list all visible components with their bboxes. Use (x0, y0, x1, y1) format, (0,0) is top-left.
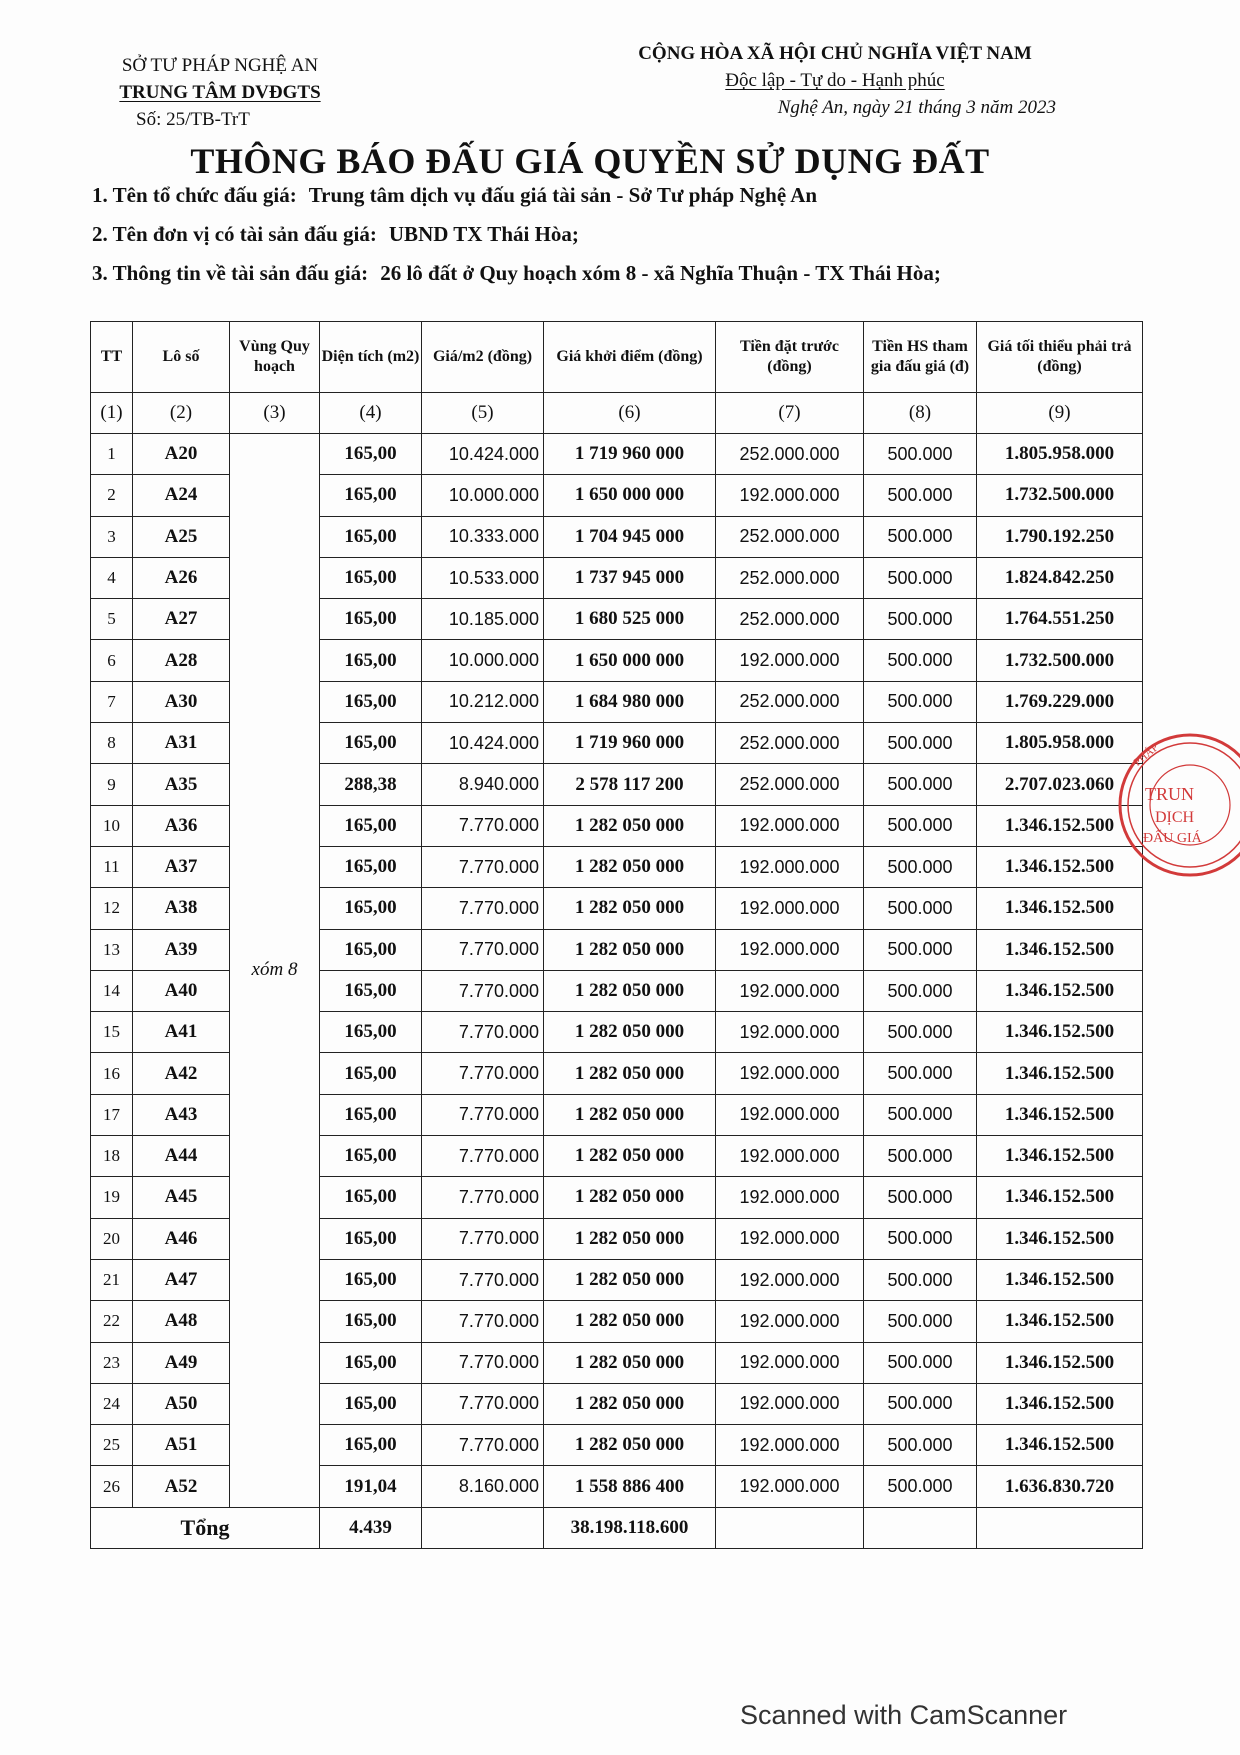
document-date: Nghệ An, ngày 21 tháng 3 năm 2023 (777, 97, 1056, 118)
application-fee-cell: 500.000 (864, 599, 977, 640)
row-number-cell: 20 (91, 1218, 133, 1259)
table-header-row (91, 322, 1143, 393)
start-price-cell: 1 282 050 000 (544, 1218, 716, 1259)
application-fee-cell: 500.000 (864, 1053, 977, 1094)
deposit-cell: 192.000.000 (716, 1094, 864, 1135)
min-price-cell: 1.346.152.500 (977, 1053, 1143, 1094)
deposit-cell: 192.000.000 (716, 1259, 864, 1300)
start-price-cell: 1 719 960 000 (544, 723, 716, 764)
row-number-cell: 3 (91, 516, 133, 557)
application-fee-cell: 500.000 (864, 640, 977, 681)
price-per-m2-cell: 7.770.000 (422, 1136, 544, 1177)
min-price-cell: 1.346.152.500 (977, 1383, 1143, 1424)
application-fee-cell: 500.000 (864, 681, 977, 722)
area-cell: 165,00 (320, 475, 422, 516)
deposit-cell: 252.000.000 (716, 557, 864, 598)
lot-number-cell: A52 (133, 1466, 230, 1507)
deposit-cell: 192.000.000 (716, 1136, 864, 1177)
area-cell: 165,00 (320, 805, 422, 846)
header-tt: TT (91, 322, 133, 393)
info-line-owner (92, 222, 579, 247)
info-value: UBND TX Thái Hòa; (388, 222, 579, 246)
min-price-cell: 1.769.229.000 (977, 681, 1143, 722)
price-per-m2-cell: 7.770.000 (422, 1259, 544, 1300)
row-number-cell: 18 (91, 1136, 133, 1177)
min-price-cell: 1.346.152.500 (977, 1136, 1143, 1177)
min-price-cell: 1.346.152.500 (977, 1425, 1143, 1466)
header-min-price: Giá tối thiểu phải trả (đồng) (977, 322, 1143, 393)
lot-number-cell: A30 (133, 681, 230, 722)
svg-text:ĐẤU GIÁ: ĐẤU GIÁ (1143, 831, 1202, 846)
deposit-cell: 192.000.000 (716, 1218, 864, 1259)
price-per-m2-cell: 8.160.000 (422, 1466, 544, 1507)
application-fee-cell: 500.000 (864, 516, 977, 557)
auction-lots-table (90, 321, 1143, 1549)
deposit-cell: 192.000.000 (716, 929, 864, 970)
col-number: (7) (716, 393, 864, 434)
deposit-cell: 192.000.000 (716, 1342, 864, 1383)
zone-cell: xóm 8 (230, 434, 320, 1508)
deposit-cell: 192.000.000 (716, 1383, 864, 1424)
document-title: THÔNG BÁO ĐẤU GIÁ QUYỀN SỬ DỤNG ĐẤT (190, 141, 990, 181)
min-price-cell: 1.805.958.000 (977, 434, 1143, 475)
min-price-cell: 1.732.500.000 (977, 640, 1143, 681)
price-per-m2-cell: 8.940.000 (422, 764, 544, 805)
min-price-cell: 1.790.192.250 (977, 516, 1143, 557)
min-price-cell: 1.636.830.720 (977, 1466, 1143, 1507)
application-fee-cell: 500.000 (864, 1466, 977, 1507)
scanner-watermark: Scanned with CamScanner (740, 1700, 1068, 1730)
total-area-cell: 4.439 (320, 1507, 422, 1548)
total-start-price-cell: 38.198.118.600 (544, 1507, 716, 1548)
issuer-header (90, 52, 350, 133)
header-lot: Lô số (133, 322, 230, 393)
area-cell: 165,00 (320, 888, 422, 929)
lot-number-cell: A42 (133, 1053, 230, 1094)
price-per-m2-cell: 10.212.000 (422, 681, 544, 722)
min-price-cell: 1.346.152.500 (977, 1218, 1143, 1259)
deposit-cell: 192.000.000 (716, 805, 864, 846)
area-cell: 165,00 (320, 1383, 422, 1424)
deposit-cell: 252.000.000 (716, 434, 864, 475)
min-price-cell: 1.346.152.500 (977, 1012, 1143, 1053)
info-value: Trung tâm dịch vụ đấu giá tài sản - Sở Tư pháp Nghệ An (308, 183, 818, 207)
start-price-cell: 1 282 050 000 (544, 1342, 716, 1383)
application-fee-cell: 500.000 (864, 929, 977, 970)
start-price-cell: 1 282 050 000 (544, 1053, 716, 1094)
area-cell: 165,00 (320, 1053, 422, 1094)
lot-number-cell: A25 (133, 516, 230, 557)
area-cell: 165,00 (320, 1136, 422, 1177)
start-price-cell: 1 282 050 000 (544, 1383, 716, 1424)
total-label-cell: Tổng (91, 1507, 320, 1548)
price-per-m2-cell: 10.000.000 (422, 640, 544, 681)
col-number: (9) (977, 393, 1143, 434)
info-value: 26 lô đất ở Quy hoạch xóm 8 - xã Nghĩa Thuận - TX Thái Hòa; (380, 261, 941, 285)
table-row (91, 434, 1143, 475)
application-fee-cell: 500.000 (864, 723, 977, 764)
application-fee-cell: 500.000 (864, 846, 977, 887)
col-number: (3) (230, 393, 320, 434)
row-number-cell: 11 (91, 846, 133, 887)
area-cell: 165,00 (320, 1218, 422, 1259)
min-price-cell: 1.346.152.500 (977, 1094, 1143, 1135)
lot-number-cell: A41 (133, 1012, 230, 1053)
lot-number-cell: A27 (133, 599, 230, 640)
deposit-cell: 192.000.000 (716, 1053, 864, 1094)
price-per-m2-cell: 7.770.000 (422, 1301, 544, 1342)
start-price-cell: 1 282 050 000 (544, 970, 716, 1011)
start-price-cell: 1 282 050 000 (544, 1012, 716, 1053)
header-price-per-m2: Giá/m2 (đồng) (422, 322, 544, 393)
lot-number-cell: A48 (133, 1301, 230, 1342)
start-price-cell: 1 282 050 000 (544, 1094, 716, 1135)
deposit-cell: 252.000.000 (716, 764, 864, 805)
area-cell: 165,00 (320, 723, 422, 764)
header-start-price: Giá khởi điểm (đồng) (544, 322, 716, 393)
deposit-cell: 252.000.000 (716, 681, 864, 722)
deposit-cell: 192.000.000 (716, 1012, 864, 1053)
header-deposit: Tiền đặt trước (đồng) (716, 322, 864, 393)
svg-text:DỊCH: DỊCH (1155, 809, 1195, 826)
lot-number-cell: A39 (133, 929, 230, 970)
price-per-m2-cell: 7.770.000 (422, 1094, 544, 1135)
min-price-cell: 1.824.842.250 (977, 557, 1143, 598)
issuer-department: SỞ TƯ PHÁP NGHỆ AN (121, 55, 319, 76)
deposit-cell: 192.000.000 (716, 970, 864, 1011)
row-number-cell: 13 (91, 929, 133, 970)
lot-number-cell: A40 (133, 970, 230, 1011)
row-number-cell: 15 (91, 1012, 133, 1053)
national-title: CỘNG HÒA XÃ HỘI CHỦ NGHĨA VIỆT NAM (638, 43, 1032, 64)
total-empty-cell (422, 1507, 544, 1548)
price-per-m2-cell: 7.770.000 (422, 970, 544, 1011)
application-fee-cell: 500.000 (864, 1177, 977, 1218)
lot-number-cell: A28 (133, 640, 230, 681)
min-price-cell: 1.346.152.500 (977, 970, 1143, 1011)
price-per-m2-cell: 7.770.000 (422, 1053, 544, 1094)
row-number-cell: 8 (91, 723, 133, 764)
area-cell: 165,00 (320, 1425, 422, 1466)
price-per-m2-cell: 7.770.000 (422, 1342, 544, 1383)
min-price-cell: 1.732.500.000 (977, 475, 1143, 516)
area-cell: 165,00 (320, 1012, 422, 1053)
application-fee-cell: 500.000 (864, 1094, 977, 1135)
min-price-cell: 1.346.152.500 (977, 1259, 1143, 1300)
lot-number-cell: A31 (133, 723, 230, 764)
row-number-cell: 26 (91, 1466, 133, 1507)
start-price-cell: 1 650 000 000 (544, 640, 716, 681)
lot-number-cell: A36 (133, 805, 230, 846)
price-per-m2-cell: 10.185.000 (422, 599, 544, 640)
area-cell: 165,00 (320, 1342, 422, 1383)
price-per-m2-cell: 10.533.000 (422, 557, 544, 598)
total-empty-cell (977, 1507, 1143, 1548)
header-area: Diện tích (m2) (320, 322, 422, 393)
deposit-cell: 192.000.000 (716, 846, 864, 887)
info-line-organizer (92, 183, 817, 208)
col-number: (6) (544, 393, 716, 434)
row-number-cell: 24 (91, 1383, 133, 1424)
col-number: (4) (320, 393, 422, 434)
start-price-cell: 1 282 050 000 (544, 846, 716, 887)
start-price-cell: 1 282 050 000 (544, 1425, 716, 1466)
application-fee-cell: 500.000 (864, 888, 977, 929)
application-fee-cell: 500.000 (864, 434, 977, 475)
deposit-cell: 192.000.000 (716, 1466, 864, 1507)
price-per-m2-cell: 7.770.000 (422, 805, 544, 846)
info-label: 1. Tên tổ chức đấu giá: (92, 183, 297, 207)
min-price-cell: 1.346.152.500 (977, 888, 1143, 929)
start-price-cell: 1 650 000 000 (544, 475, 716, 516)
national-header (590, 40, 1080, 121)
min-price-cell: 1.346.152.500 (977, 805, 1143, 846)
min-price-cell: 1.346.152.500 (977, 1301, 1143, 1342)
application-fee-cell: 500.000 (864, 1259, 977, 1300)
price-per-m2-cell: 7.770.000 (422, 1425, 544, 1466)
issuer-center: TRUNG TÂM DVĐGTS (119, 82, 321, 103)
lot-number-cell: A38 (133, 888, 230, 929)
area-cell: 165,00 (320, 557, 422, 598)
row-number-cell: 21 (91, 1259, 133, 1300)
lot-number-cell: A46 (133, 1218, 230, 1259)
row-number-cell: 12 (91, 888, 133, 929)
min-price-cell: 1.764.551.250 (977, 599, 1143, 640)
lot-number-cell: A24 (133, 475, 230, 516)
total-empty-cell (716, 1507, 864, 1548)
row-number-cell: 6 (91, 640, 133, 681)
info-label: 3. Thông tin về tài sản đấu giá: (92, 261, 369, 285)
application-fee-cell: 500.000 (864, 1342, 977, 1383)
area-cell: 165,00 (320, 640, 422, 681)
price-per-m2-cell: 7.770.000 (422, 929, 544, 970)
application-fee-cell: 500.000 (864, 1012, 977, 1053)
column-number-row (91, 393, 1143, 434)
deposit-cell: 192.000.000 (716, 475, 864, 516)
start-price-cell: 1 282 050 000 (544, 1136, 716, 1177)
row-number-cell: 14 (91, 970, 133, 1011)
start-price-cell: 1 282 050 000 (544, 805, 716, 846)
start-price-cell: 1 704 945 000 (544, 516, 716, 557)
row-number-cell: 4 (91, 557, 133, 598)
application-fee-cell: 500.000 (864, 970, 977, 1011)
area-cell: 165,00 (320, 599, 422, 640)
row-number-cell: 17 (91, 1094, 133, 1135)
header-application-fee: Tiền HS tham gia đấu giá (đ) (864, 322, 977, 393)
svg-text:PHÁP: PHÁP (1131, 741, 1161, 769)
min-price-cell: 1.346.152.500 (977, 1177, 1143, 1218)
row-number-cell: 10 (91, 805, 133, 846)
start-price-cell: 1 282 050 000 (544, 929, 716, 970)
deposit-cell: 252.000.000 (716, 723, 864, 764)
area-cell: 288,38 (320, 764, 422, 805)
area-cell: 165,00 (320, 846, 422, 887)
svg-text:TRUN: TRUN (1145, 784, 1194, 804)
price-per-m2-cell: 7.770.000 (422, 888, 544, 929)
start-price-cell: 1 680 525 000 (544, 599, 716, 640)
price-per-m2-cell: 7.770.000 (422, 1383, 544, 1424)
application-fee-cell: 500.000 (864, 1218, 977, 1259)
lot-number-cell: A50 (133, 1383, 230, 1424)
lot-number-cell: A43 (133, 1094, 230, 1135)
price-per-m2-cell: 10.424.000 (422, 723, 544, 764)
row-number-cell: 1 (91, 434, 133, 475)
area-cell: 165,00 (320, 970, 422, 1011)
application-fee-cell: 500.000 (864, 1301, 977, 1342)
area-cell: 165,00 (320, 516, 422, 557)
application-fee-cell: 500.000 (864, 1136, 977, 1177)
min-price-cell: 1.346.152.500 (977, 846, 1143, 887)
application-fee-cell: 500.000 (864, 805, 977, 846)
lot-number-cell: A35 (133, 764, 230, 805)
lot-number-cell: A51 (133, 1425, 230, 1466)
area-cell: 165,00 (320, 1259, 422, 1300)
area-cell: 165,00 (320, 929, 422, 970)
row-number-cell: 25 (91, 1425, 133, 1466)
row-number-cell: 9 (91, 764, 133, 805)
col-number: (1) (91, 393, 133, 434)
price-per-m2-cell: 7.770.000 (422, 1218, 544, 1259)
start-price-cell: 1 282 050 000 (544, 1259, 716, 1300)
info-label: 2. Tên đơn vị có tài sản đấu giá: (92, 222, 377, 246)
area-cell: 165,00 (320, 434, 422, 475)
col-number: (2) (133, 393, 230, 434)
table-body (91, 434, 1143, 1549)
start-price-cell: 1 684 980 000 (544, 681, 716, 722)
price-per-m2-cell: 10.424.000 (422, 434, 544, 475)
lot-number-cell: A26 (133, 557, 230, 598)
info-line-asset (92, 261, 941, 286)
min-price-cell: 1.346.152.500 (977, 1342, 1143, 1383)
deposit-cell: 192.000.000 (716, 1425, 864, 1466)
price-per-m2-cell: 7.770.000 (422, 846, 544, 887)
area-cell: 165,00 (320, 1094, 422, 1135)
price-per-m2-cell: 10.333.000 (422, 516, 544, 557)
area-cell: 165,00 (320, 681, 422, 722)
area-cell: 165,00 (320, 1177, 422, 1218)
row-number-cell: 16 (91, 1053, 133, 1094)
start-price-cell: 1 282 050 000 (544, 1301, 716, 1342)
start-price-cell: 1 282 050 000 (544, 1177, 716, 1218)
row-number-cell: 22 (91, 1301, 133, 1342)
price-per-m2-cell: 7.770.000 (422, 1177, 544, 1218)
area-cell: 165,00 (320, 1301, 422, 1342)
application-fee-cell: 500.000 (864, 1383, 977, 1424)
lot-number-cell: A45 (133, 1177, 230, 1218)
application-fee-cell: 500.000 (864, 764, 977, 805)
lot-number-cell: A47 (133, 1259, 230, 1300)
header-zone: Vùng Quy hoạch (230, 322, 320, 393)
row-number-cell: 23 (91, 1342, 133, 1383)
min-price-cell: 1.805.958.000 (977, 723, 1143, 764)
price-per-m2-cell: 7.770.000 (422, 1012, 544, 1053)
national-motto: Độc lập - Tự do - Hạnh phúc (725, 70, 945, 91)
price-per-m2-cell: 10.000.000 (422, 475, 544, 516)
deposit-cell: 192.000.000 (716, 640, 864, 681)
col-number: (8) (864, 393, 977, 434)
start-price-cell: 2 578 117 200 (544, 764, 716, 805)
deposit-cell: 192.000.000 (716, 1301, 864, 1342)
lot-number-cell: A44 (133, 1136, 230, 1177)
application-fee-cell: 500.000 (864, 1425, 977, 1466)
application-fee-cell: 500.000 (864, 475, 977, 516)
deposit-cell: 252.000.000 (716, 516, 864, 557)
start-price-cell: 1 282 050 000 (544, 888, 716, 929)
total-row (91, 1507, 1143, 1548)
row-number-cell: 7 (91, 681, 133, 722)
area-cell: 191,04 (320, 1466, 422, 1507)
total-empty-cell (864, 1507, 977, 1548)
lot-number-cell: A49 (133, 1342, 230, 1383)
start-price-cell: 1 737 945 000 (544, 557, 716, 598)
deposit-cell: 192.000.000 (716, 1177, 864, 1218)
row-number-cell: 19 (91, 1177, 133, 1218)
col-number: (5) (422, 393, 544, 434)
min-price-cell: 1.346.152.500 (977, 929, 1143, 970)
deposit-cell: 252.000.000 (716, 599, 864, 640)
lot-number-cell: A20 (133, 434, 230, 475)
document-number: Số: 25/TB-TrT (136, 109, 250, 130)
min-price-cell: 2.707.023.060 (977, 764, 1143, 805)
lot-number-cell: A37 (133, 846, 230, 887)
deposit-cell: 192.000.000 (716, 888, 864, 929)
start-price-cell: 1 558 886 400 (544, 1466, 716, 1507)
row-number-cell: 2 (91, 475, 133, 516)
application-fee-cell: 500.000 (864, 557, 977, 598)
row-number-cell: 5 (91, 599, 133, 640)
start-price-cell: 1 719 960 000 (544, 434, 716, 475)
